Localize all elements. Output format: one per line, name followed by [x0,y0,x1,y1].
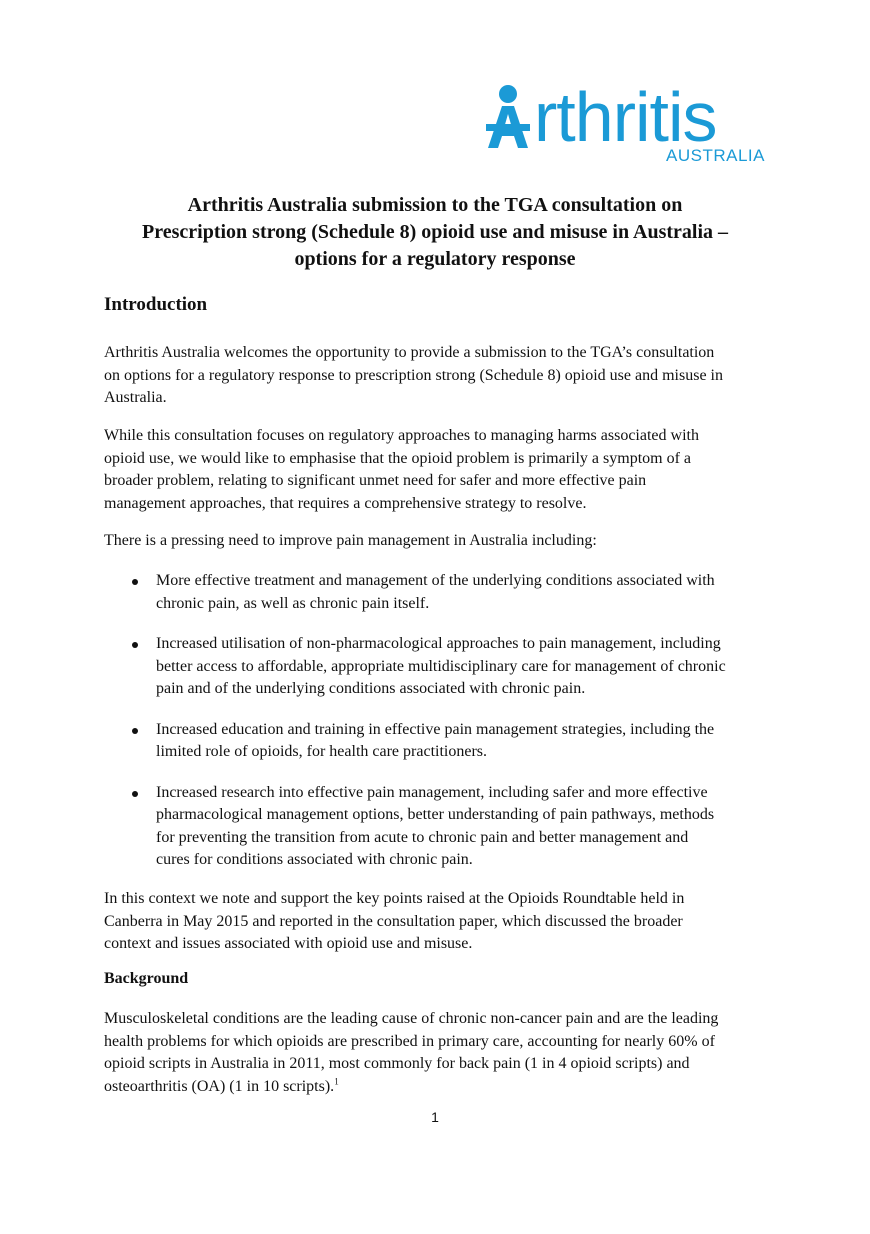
text-line: opioid scripts in Australia in 2011, most commonly for back pain (1 in 4 opioid scripts) and [104,1055,690,1072]
bullet-icon [132,728,138,734]
intro-paragraph-1 [104,342,784,410]
arthritis-australia-logo [482,78,772,166]
intro-paragraph-3 [104,530,784,553]
document-title [60,192,810,273]
page-number: 1 [431,1109,439,1125]
logo-wordmark [482,78,717,156]
list-item [104,719,794,764]
text-line: pharmacological management options, better understanding of pain pathways, methods [156,806,715,823]
logo-person-a-icon [482,82,534,152]
text-line: broader problem, relating to significant unmet need for safer and more effective pain [104,472,647,489]
logo-word-text: rthritis [534,78,717,156]
text-line: context and issues associated with opioid use and misuse. [104,935,473,952]
text-line: for preventing the transition from acute to chronic pain and better management and [156,828,689,846]
text-line: Canberra in May 2015 and reported in the consultation paper, which discussed the broader [104,912,683,930]
title-line: options for a regulatory response [294,248,576,270]
logo-subtitle: AUSTRALIA [666,146,765,165]
text-line: pain and of the underlying conditions associated with chronic pain. [156,680,586,697]
text-line-content: osteoarthritis (OA) (1 in 10 scripts). [104,1077,335,1095]
footnote-reference[interactable]: 1 [334,1076,339,1087]
bullet-icon [132,642,138,648]
text-line: While this consultation focuses on regulatory approaches to managing harms associated with [104,427,699,444]
list-item [104,633,794,701]
text-line: better access to affordable, appropriate multidisciplinary care for management of chronic [156,657,726,675]
text-line: More effective treatment and management of the underlying conditions associated with [156,572,715,589]
text-line [104,1076,784,1099]
text-line: Arthritis Australia welcomes the opportunity to provide a submission to the TGA’s consultation [104,344,715,361]
intro-paragraph-4 [104,888,784,956]
list-item [104,782,794,872]
text-line: Musculoskeletal conditions are the leading cause of chronic non-cancer pain and are the leading [104,1010,719,1027]
text-line: cures for conditions associated with chronic pain. [156,851,473,868]
text-line: chronic pain, as well as chronic pain itself. [156,594,430,612]
text-line: In this context we note and support the key points raised at the Opioids Roundtable held in [104,890,685,907]
list-item [104,570,794,615]
text-line: Increased research into effective pain management, including safer and more effective [156,783,708,801]
section-heading-introduction: Introduction [104,294,208,315]
bullet-icon [132,791,138,797]
title-line: Arthritis Australia submission to the TGA consultation on [187,194,683,216]
text-line: management approaches, that requires a comprehensive strategy to resolve. [104,494,587,512]
text-line: health problems for which opioids are prescribed in primary care, accounting for nearly 60% of [104,1032,715,1050]
text-line: on options for a regulatory response to prescription strong (Schedule 8) opioid use and misuse in [104,366,723,384]
bullet-icon [132,579,138,585]
text-line: Increased utilisation of non-pharmacological approaches to pain management, including [156,635,721,652]
intro-paragraph-2 [104,425,784,515]
text-line: Australia. [104,389,167,406]
text-line: limited role of opioids, for health care practitioners. [156,743,487,760]
text-line: opioid use, we would like to emphasise that the opioid problem is primarily a symptom of a [104,449,692,467]
bullet-list [104,570,794,872]
text-line: Increased education and training in effective pain management strategies, including the [156,720,715,738]
background-paragraph-1 [104,1008,784,1098]
text-line: There is a pressing need to improve pain management in Australia including: [104,532,597,549]
section-heading-background: Background [104,970,189,987]
title-line: Prescription strong (Schedule 8) opioid use and misuse in Australia – [142,221,728,243]
